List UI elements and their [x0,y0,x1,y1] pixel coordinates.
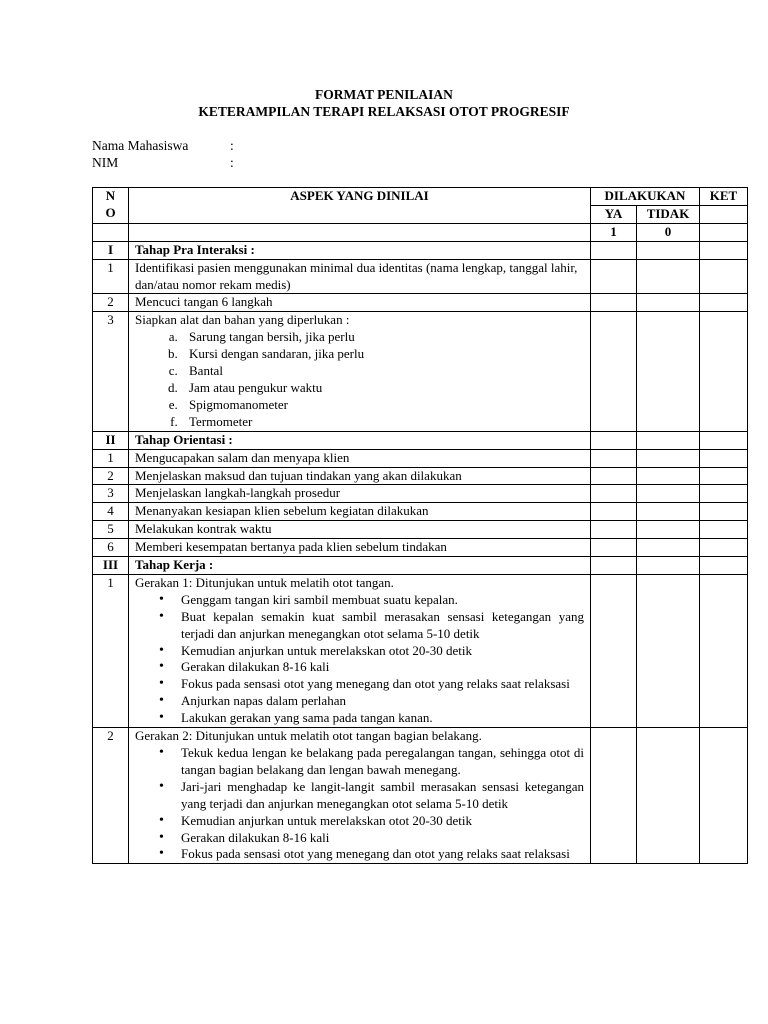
list-item: d. Jam atau pengukur waktu [181,380,584,397]
header-row-3 [93,223,748,241]
row-text: Menjelaskan langkah-langkah prosedur [129,485,591,503]
list-item: a. Sarung tangan bersih, jika perlu [181,329,584,346]
section-number: I [93,241,129,259]
header-row-1 [93,188,748,206]
row-number: 1 [93,449,129,467]
list-item: • Fokus pada sensasi otot yang menegang dan otot yang relaks saat relaksasi [181,676,584,693]
no-cell[interactable] [637,728,700,864]
table-row [93,294,748,312]
yes-cell[interactable] [591,312,637,431]
yes-cell[interactable] [591,503,637,521]
row-text: Melakukan kontrak waktu [129,521,591,539]
row-text: Memberi kesempatan bertanya pada klien sebelum tindakan [129,539,591,557]
row-content [129,312,591,431]
list-item: • Gerakan dilakukan 8-16 kali [181,659,584,676]
section-row [93,241,748,259]
ket-cell[interactable] [700,312,748,431]
section-title: Tahap Orientasi : [129,431,591,449]
table-row [93,259,748,294]
ket-cell[interactable] [700,294,748,312]
row-content [129,574,591,727]
header-no-score: 0 [637,223,700,241]
empty-cell [93,223,129,241]
row-text: Identifikasi pasien menggunakan minimal dua identitas (nama lengkap, tanggal lahir, dan/atau nomor rekam medis) [129,259,591,294]
row-number: 6 [93,539,129,557]
row-number: 3 [93,312,129,431]
no-cell[interactable] [637,312,700,431]
ket-cell[interactable] [700,521,748,539]
student-nim-label: NIM [92,155,119,170]
row-number: 2 [93,728,129,864]
list-item: • Jari-jari menghadap ke langit-langit sambil merasakan sensasi ketegangan yang terjadi dan anjurkan menegangkan otot selama 5-10 detik [181,779,584,813]
row-text: Menjelaskan maksud dan tujuan tindakan yang akan dilakukan [129,467,591,485]
row-number: 2 [93,294,129,312]
list-item: • Kemudian anjurkan untuk merelakskan otot 20-30 detik [181,643,584,660]
row-number: 4 [93,503,129,521]
row-number: 1 [93,574,129,727]
empty-cell [129,223,591,241]
header-yes-score: 1 [591,223,637,241]
ket-cell[interactable] [700,503,748,521]
no-cell[interactable] [637,503,700,521]
ket-cell[interactable] [700,728,748,864]
assessment-table [92,187,748,864]
ket-cell[interactable] [700,431,748,449]
row-content [129,728,591,864]
document-title: FORMAT PENILAIAN [315,87,453,102]
list-item: • Genggam tangan kiri sambil membuat suatu kepalan. [181,592,584,609]
yes-cell[interactable] [591,449,637,467]
document-subtitle: KETERAMPILAN TERAPI RELAKSASI OTOT PROGRESIF [198,104,570,119]
no-cell[interactable] [637,539,700,557]
list-item: • Fokus pada sensasi otot yang menegang dan otot yang relaks saat relaksasi [181,846,584,863]
header-no-label: TIDAK [637,205,700,223]
row-number: 1 [93,259,129,294]
row-number: 2 [93,467,129,485]
header-done: DILAKUKAN [591,188,700,206]
no-cell[interactable] [637,557,700,575]
table-row [93,574,748,727]
no-cell[interactable] [637,294,700,312]
ket-cell[interactable] [700,485,748,503]
ket-cell[interactable] [700,557,748,575]
row-text: Gerakan 1: Ditunjukan untuk melatih otot tangan. [135,574,394,590]
yes-cell[interactable] [591,431,637,449]
header-ket: KET [700,188,748,206]
section-title: Tahap Pra Interaksi : [129,241,591,259]
section-number: III [93,557,129,575]
table-row [93,467,748,485]
table-row [93,503,748,521]
header-no: N O [93,188,129,224]
no-cell[interactable] [637,431,700,449]
table-row [93,485,748,503]
student-nim-colon: : [230,155,234,170]
yes-cell[interactable] [591,294,637,312]
ket-cell[interactable] [700,539,748,557]
section-row [93,431,748,449]
list-item: • Lakukan gerakan yang sama pada tangan kanan. [181,710,584,727]
row-text: Siapkan alat dan bahan yang diperlukan : [135,312,350,328]
list-item: e. Spigmomanometer [181,397,584,414]
section-title: Tahap Kerja : [129,557,591,575]
list-item: • Buat kepalan semakin kuat sambil merasakan sensasi ketegangan yang terjadi dan anjurkan menegangkan otot selama 5-10 detik [181,609,584,643]
section-number: II [93,431,129,449]
equipment-list [135,329,584,430]
table-row [93,728,748,864]
list-item: • Kemudian anjurkan untuk merelakskan otot 20-30 detik [181,813,584,830]
table-row [93,521,748,539]
list-item: b. Kursi dengan sandaran, jika perlu [181,346,584,363]
no-cell[interactable] [637,449,700,467]
yes-cell[interactable] [591,557,637,575]
row-number: 5 [93,521,129,539]
student-nim-line [92,154,234,172]
row-text: Gerakan 2: Ditunjukan untuk melatih otot tangan bagian belakang. [135,728,482,744]
header-yes: YA [591,205,637,223]
row-number: 3 [93,485,129,503]
section-row [93,557,748,575]
yes-cell[interactable] [591,485,637,503]
step-list [135,592,584,727]
ket-cell[interactable] [700,241,748,259]
yes-cell[interactable] [591,539,637,557]
row-text: Menanyakan kesiapan klien sebelum kegiatan dilakukan [129,503,591,521]
header-aspect: ASPEK YANG DINILAI [129,188,591,224]
yes-cell[interactable] [591,259,637,294]
ket-cell[interactable] [700,449,748,467]
student-name-line [92,137,234,155]
no-cell[interactable] [637,259,700,294]
row-text: Mengucapakan salam dan menyapa klien [129,449,591,467]
list-item: • Tekuk kedua lengan ke belakang pada peregalangan tangan, sehingga otot di tangan bagian belakang dan lengan bawah menegang. [181,745,584,779]
no-cell[interactable] [637,241,700,259]
student-name-label: Nama Mahasiswa [92,138,189,153]
row-text: Mencuci tangan 6 langkah [129,294,591,312]
table-row [93,539,748,557]
ket-cell[interactable] [700,467,748,485]
table-row [93,312,748,431]
yes-cell[interactable] [591,241,637,259]
no-cell[interactable] [637,521,700,539]
no-cell[interactable] [637,574,700,727]
ket-cell [700,205,748,223]
list-item: • Anjurkan napas dalam perlahan [181,693,584,710]
ket-cell[interactable] [700,259,748,294]
list-item: f. Termometer [181,414,584,431]
yes-cell[interactable] [591,521,637,539]
no-cell[interactable] [637,467,700,485]
list-item: c. Bantal [181,363,584,380]
yes-cell[interactable] [591,574,637,727]
ket-cell[interactable] [700,574,748,727]
yes-cell[interactable] [591,728,637,864]
ket-cell [700,223,748,241]
no-cell[interactable] [637,485,700,503]
student-name-colon: : [230,138,234,153]
step-list [135,745,584,863]
table-row [93,449,748,467]
list-item: • Gerakan dilakukan 8-16 kali [181,830,584,847]
yes-cell[interactable] [591,467,637,485]
